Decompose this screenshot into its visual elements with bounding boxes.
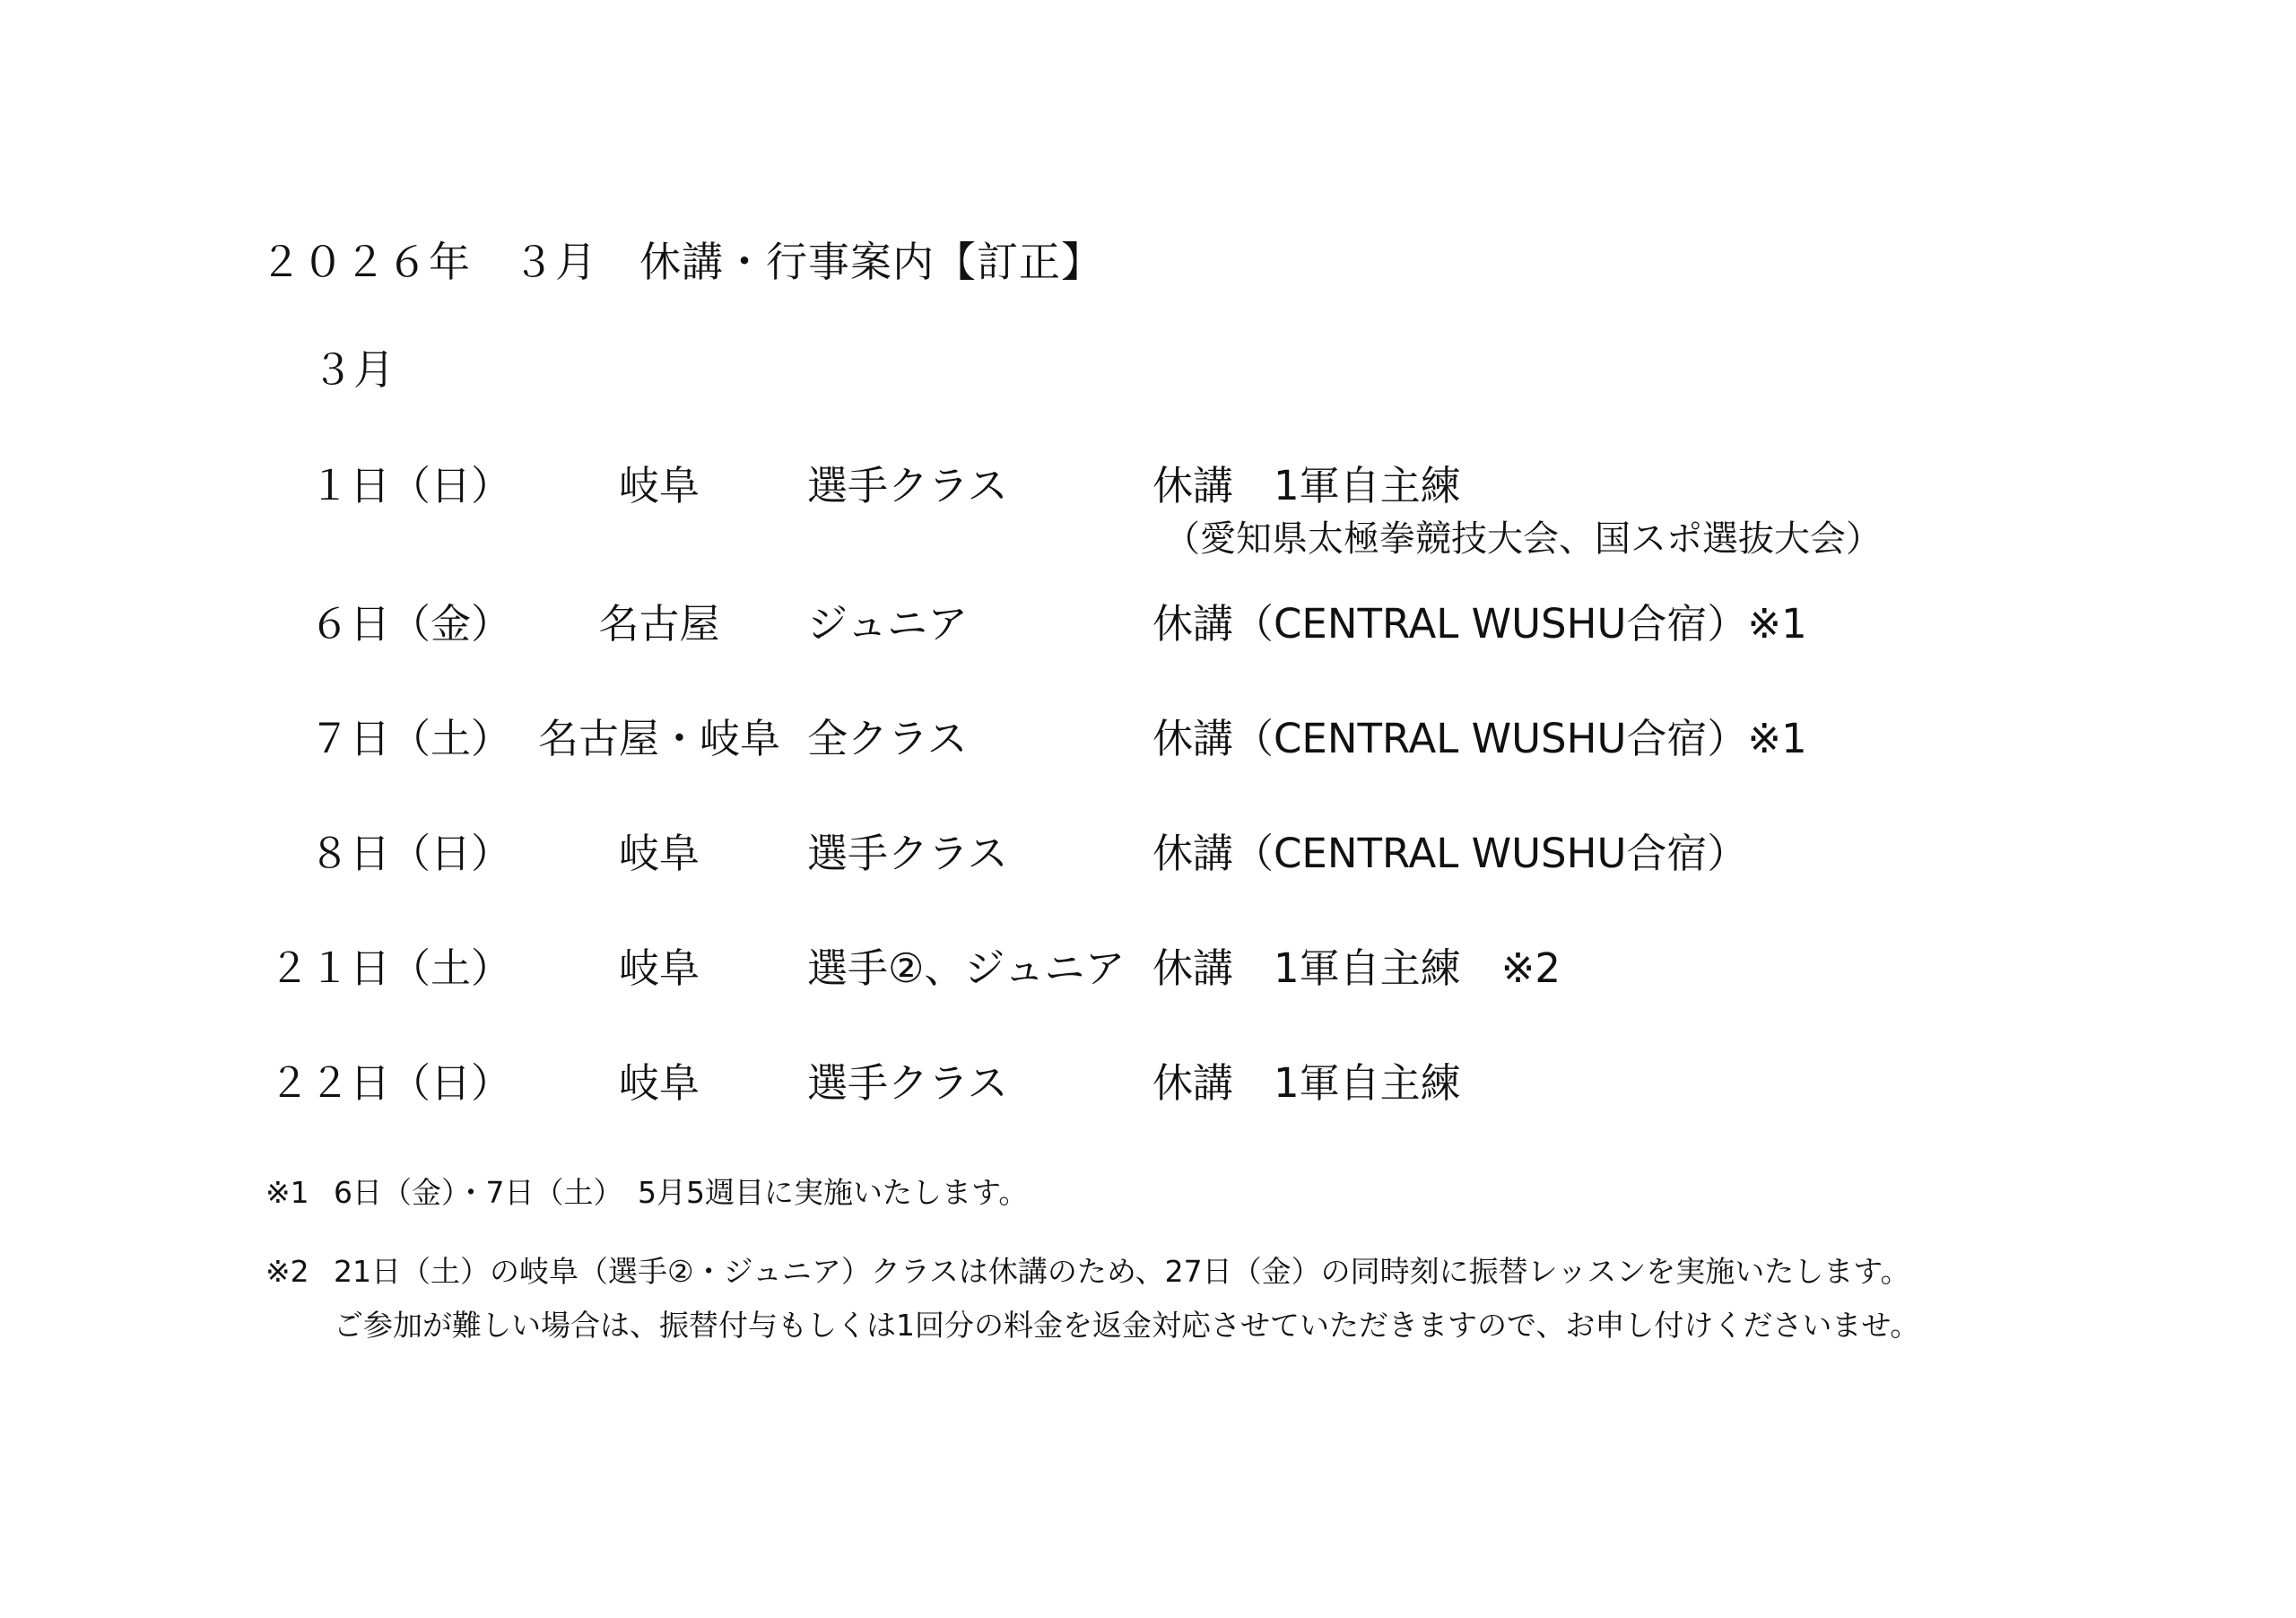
- schedule-row: [0, 827, 2296, 926]
- schedule-class: 選手クラス: [807, 462, 1008, 509]
- schedule-note: 休講 1軍自主練: [1152, 1059, 1461, 1107]
- schedule-class: ジュニア: [807, 600, 969, 648]
- schedule-sub-note: （愛知県太極拳競技大会、国スポ選抜大会）: [1164, 518, 1882, 560]
- schedule-date: ２２日（日）: [268, 1059, 511, 1107]
- schedule-date: ６日（金）: [309, 600, 511, 648]
- schedule-class: 全クラス: [807, 715, 968, 762]
- schedule-note: 休講（CENTRAL WUSHU合宿）: [1152, 830, 1748, 877]
- footnote-text: 21日（土）の岐阜（選手②・ジュニア）クラスは休講のため、27日（金）の同時刻に振替レッスンを実施いたします。: [334, 1254, 1910, 1289]
- footnote-text: 6日（金）・7日（土） 5月5週目に実施いたします。: [334, 1175, 1029, 1210]
- schedule-place: 岐阜: [618, 462, 700, 509]
- footnote-text: ご参加が難しい場合は、振替付与もしくは1回分の料金を返金対応させていただきますので、お申し付けくださいませ。: [334, 1308, 1920, 1343]
- schedule-place: 名古屋: [598, 600, 720, 648]
- schedule-class: 選手クラス: [807, 830, 1008, 877]
- schedule-row: [0, 1057, 2296, 1155]
- schedule-place: 岐阜: [618, 944, 700, 992]
- schedule-date: １日（日）: [309, 462, 511, 509]
- page-title: ２０２６年 ３月 休講・行事案内【訂正】: [260, 238, 1103, 286]
- schedule-row: [0, 459, 2296, 558]
- schedule-row: [0, 712, 2296, 811]
- schedule-place: 名古屋・岐阜: [537, 715, 780, 762]
- schedule-note: 休講 1軍自主練: [1152, 462, 1461, 509]
- footnote-mark: ※1: [265, 1175, 309, 1210]
- schedule-note: 休講 1軍自主練 ※2: [1152, 944, 1561, 992]
- schedule-row: [0, 942, 2296, 1040]
- schedule-class: 選手②、ジュニア: [807, 944, 1126, 992]
- schedule-row: [0, 597, 2296, 696]
- schedule-note: 休講（CENTRAL WUSHU合宿）※1: [1152, 715, 1807, 762]
- schedule-class: 選手クラス: [807, 1059, 1008, 1107]
- schedule-place: 岐阜: [618, 1059, 700, 1107]
- footnote-mark: ※2: [265, 1254, 309, 1289]
- schedule-note: 休講（CENTRAL WUSHU合宿）※1: [1152, 600, 1807, 648]
- schedule-place: 岐阜: [618, 830, 700, 877]
- month-heading: ３月: [312, 345, 395, 394]
- schedule-date: ８日（日）: [309, 830, 511, 877]
- schedule-date: ７日（土）: [309, 715, 511, 762]
- schedule-date: ２１日（土）: [268, 944, 511, 992]
